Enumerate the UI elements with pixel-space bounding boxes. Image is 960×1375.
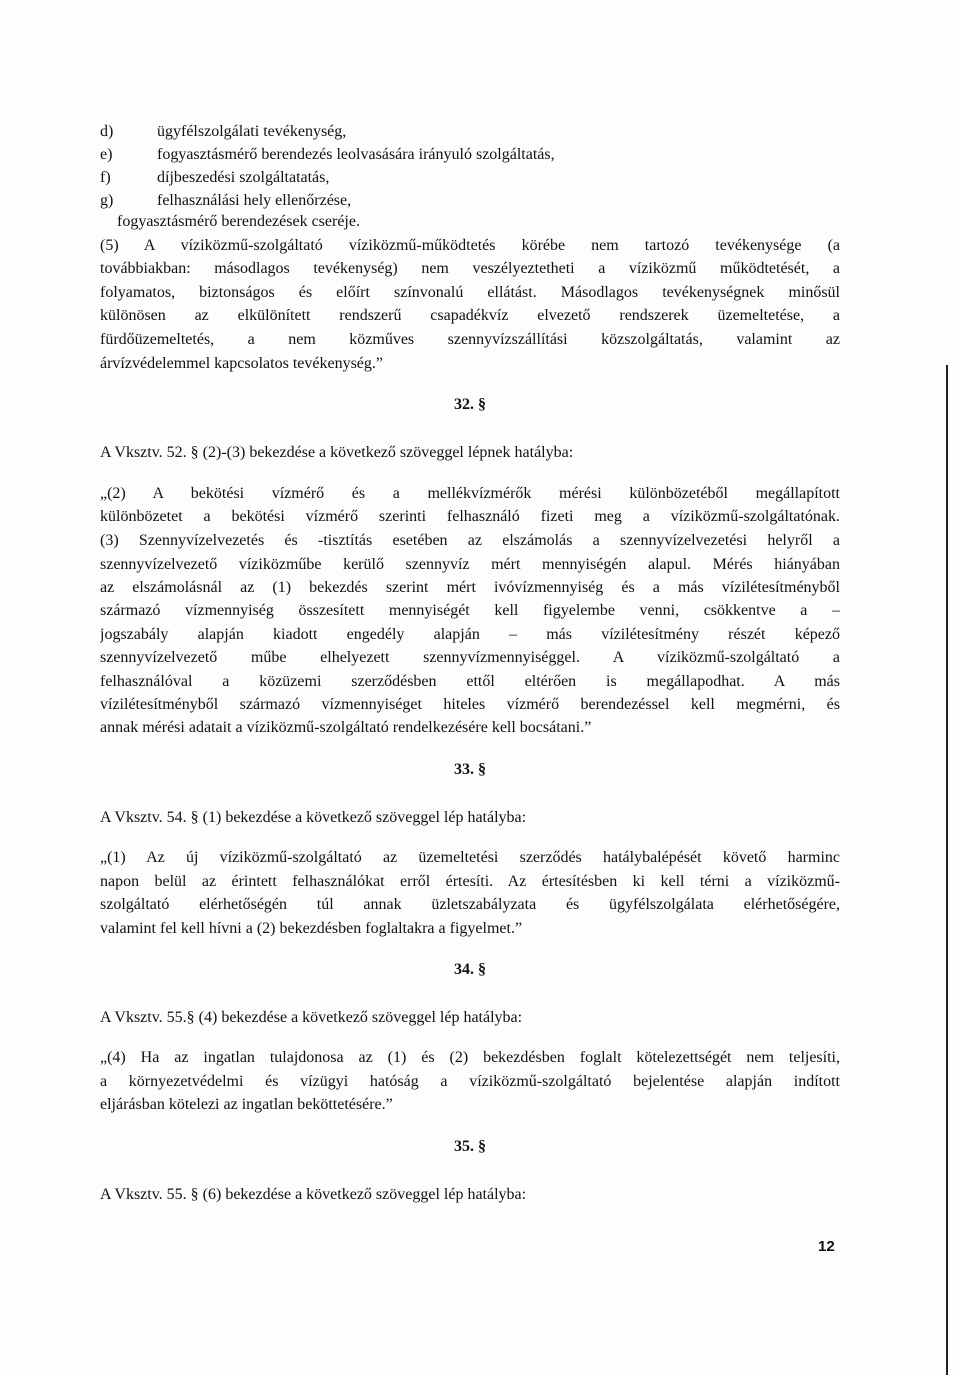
- quote-line: „(4) Ha az ingatlan tulajdonosa az (1) és (2) bekezdésben foglalt kötelezettségét nem teljesíti,: [100, 1049, 840, 1066]
- quote-line: különbözetet a bekötési vízmérő szerinti felhasználó fizeti meg a víziközmű-szolgáltatónak.: [100, 508, 840, 525]
- section-intro: A Vksztv. 54. § (1) bekezdése a következő szöveggel lép hatályba:: [100, 809, 527, 826]
- paragraph-line: fürdőüzemeltetés, a nem közműves szennyvízszállítási közszolgáltatás, valamint az: [100, 331, 840, 348]
- quote-line: „(1) Az új víziközmű-szolgáltató az üzemeltetési szerződés hatálybalépését követő harminc: [100, 849, 840, 866]
- paragraph-line: különösen az elkülönített rendszerű csapadékvíz elvezető rendszerek üzemeltetése, a: [100, 307, 840, 324]
- quote-line: szennyvízelvezető víziközműbe kerülő szennyvíz mért mennyiségén alapul. Mérés hiányában: [100, 556, 840, 573]
- section-intro: A Vksztv. 52. § (2)-(3) bekezdése a következő szöveggel lépnek hatályba:: [100, 444, 574, 461]
- paragraph-line: árvízvédelemmel kapcsolatos tevékenység.”: [100, 355, 383, 372]
- list-continuation: fogyasztásmérő berendezések cseréje.: [117, 213, 360, 230]
- list-item-text: díjbeszedési szolgáltatatás,: [157, 169, 330, 186]
- quote-line: annak mérési adatait a víziközmű-szolgáltató rendelkezésére kell bocsátani.”: [100, 719, 592, 736]
- list-item-label: g): [100, 192, 114, 209]
- quote-line: felhasználóval a közüzemi szerződésben ettől eltérően is megállapodhat. A más: [100, 673, 840, 690]
- section-heading: 32. §: [454, 396, 486, 413]
- section-heading: 33. §: [454, 761, 486, 778]
- paragraph-line: folyamatos, biztonságos és előírt színvonalú ellátást. Másodlagos tevékenységnek minősül: [100, 284, 840, 301]
- list-item-text: ügyfélszolgálati tevékenység,: [157, 123, 347, 140]
- quote-line: szennyvízelvezető műbe elhelyezett szennyvízmennyiséggel. A víziközmű-szolgáltató a: [100, 649, 840, 666]
- page-number: 12: [818, 1238, 835, 1255]
- list-item-label: f): [100, 169, 111, 186]
- quote-line: az elszámolásnál az (1) bekezdés szerint mért ivóvízmennyiség és a más vízilétesítményből: [100, 579, 840, 596]
- quote-line: szolgáltató elérhetőségén túl annak üzletszabályzata és ügyfélszolgálata elérhetőségére,: [100, 896, 840, 913]
- quote-line: (3) Szennyvízelvezetés és -tisztítás esetében az elszámolás a szennyvízelvezetési helyről a: [100, 532, 840, 549]
- section-heading: 34. §: [454, 961, 486, 978]
- quote-line: valamint fel kell hívni a (2) bekezdésben foglaltakra a figyelmet.”: [100, 920, 523, 937]
- list-item-label: e): [100, 146, 113, 163]
- paragraph-line: továbbiakban: másodlagos tevékenység) nem veszélyeztetheti a víziközmű működtetését, a: [100, 260, 840, 277]
- quote-line: „(2) A bekötési vízmérő és a mellékvízmérők mérési különbözetéből megállapított: [100, 485, 840, 502]
- section-heading: 35. §: [454, 1138, 486, 1155]
- quote-line: vízilétesítményből származó vízmennyiséget hiteles vízmérő berendezéssel kell megmérni, és: [100, 696, 840, 713]
- section-intro: A Vksztv. 55. § (6) bekezdése a következő szöveggel lép hatályba:: [100, 1186, 527, 1203]
- list-item-label: d): [100, 123, 114, 140]
- quote-line: eljárásban kötelezi az ingatlan beköttetésére.”: [100, 1096, 393, 1113]
- scan-edge-line: [946, 365, 948, 1375]
- list-item-text: felhasználási hely ellenőrzése,: [157, 192, 352, 209]
- list-item-text: fogyasztásmérő berendezés leolvasására irányuló szolgáltatás,: [157, 146, 555, 163]
- section-intro: A Vksztv. 55.§ (4) bekezdése a következő szöveggel lép hatályba:: [100, 1009, 523, 1026]
- quote-line: a környezetvédelmi és vízügyi hatóság a víziközmű-szolgáltató bejelentése alapján indított: [100, 1073, 840, 1090]
- paragraph-line: (5) A víziközmű-szolgáltató víziközmű-működtetés körébe nem tartozó tevékenysége (a: [100, 237, 840, 254]
- quote-line: jogszabály alapján kiadott engedély alapján – más vízilétesítmény részét képező: [100, 626, 840, 643]
- quote-line: származó vízmennyiség összesített mennyiségét kell figyelembe venni, csökkentve a –: [100, 602, 840, 619]
- quote-line: napon belül az érintett felhasználókat erről értesíti. Az értesítésben ki kell térni a víziközmű-: [100, 873, 840, 890]
